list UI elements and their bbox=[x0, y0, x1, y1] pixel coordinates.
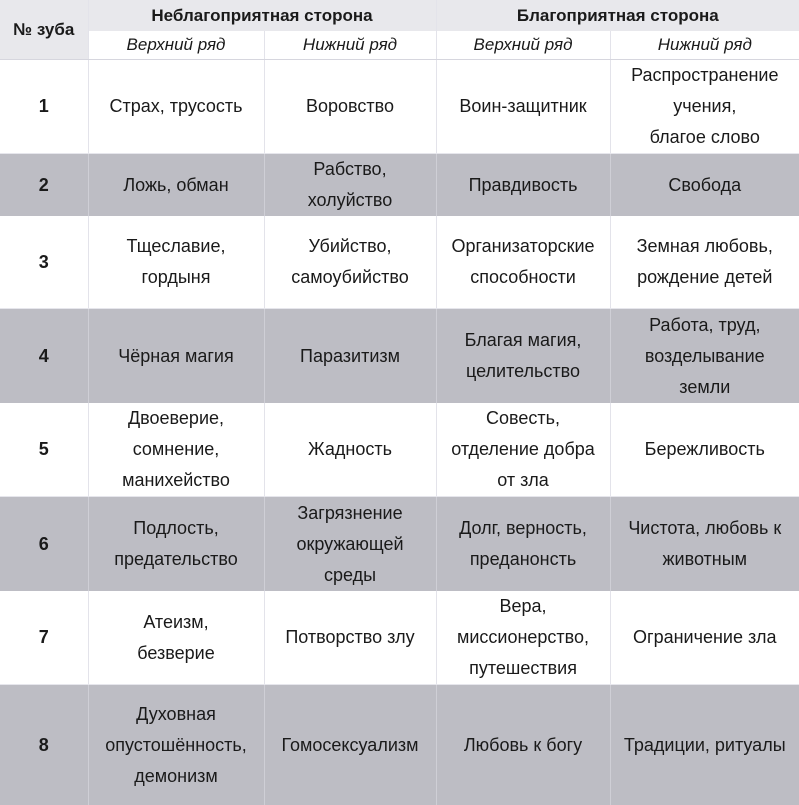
cell-unfavorable-upper: Двоеверие, сомнение, манихейство bbox=[88, 403, 264, 497]
cell-favorable-upper: Организаторские способности bbox=[436, 216, 610, 309]
cell-favorable-lower: Ограничение зла bbox=[610, 591, 799, 685]
header-row-jaws bbox=[0, 31, 799, 60]
cell-favorable-upper: Любовь к богу bbox=[436, 685, 610, 805]
table-row bbox=[0, 216, 799, 309]
cell-unfavorable-upper: Чёрная магия bbox=[88, 309, 264, 404]
cell-favorable-upper: Долг, верность, преданонсть bbox=[436, 497, 610, 592]
cell-favorable-upper: Совесть, отделение добра от зла bbox=[436, 403, 610, 497]
header-tooth-number: № зуба bbox=[0, 0, 88, 60]
cell-unfavorable-upper: Атеизм, безверие bbox=[88, 591, 264, 685]
header-row-sides bbox=[0, 0, 799, 31]
cell-unfavorable-lower: Потворство злу bbox=[264, 591, 436, 685]
cell-favorable-lower: Свобода bbox=[610, 154, 799, 217]
cell-favorable-lower: Распространение учения, благое слово bbox=[610, 60, 799, 154]
cell-unfavorable-lower: Рабство, холуйство bbox=[264, 154, 436, 217]
tooth-number: 4 bbox=[0, 309, 88, 404]
cell-unfavorable-lower: Убийство, самоубийство bbox=[264, 216, 436, 309]
cell-unfavorable-upper: Страх, трусость bbox=[88, 60, 264, 154]
tooth-number: 7 bbox=[0, 591, 88, 685]
table-row bbox=[0, 685, 799, 805]
header-favorable-side: Благоприятная сторона bbox=[436, 0, 799, 31]
table-row bbox=[0, 60, 799, 154]
tooth-number: 1 bbox=[0, 60, 88, 154]
cell-favorable-upper: Воин-защитник bbox=[436, 60, 610, 154]
table-row bbox=[0, 309, 799, 404]
header-unfavorable-side: Неблагоприятная сторона bbox=[88, 0, 436, 31]
table-row bbox=[0, 591, 799, 685]
tooth-number: 6 bbox=[0, 497, 88, 592]
cell-favorable-lower: Чистота, любовь к животным bbox=[610, 497, 799, 592]
header-fav-lower-row: Нижний ряд bbox=[610, 31, 799, 60]
table-row bbox=[0, 403, 799, 497]
cell-unfavorable-upper: Духовная опустошённость, демонизм bbox=[88, 685, 264, 805]
cell-favorable-lower: Традиции, ритуалы bbox=[610, 685, 799, 805]
tooth-number: 5 bbox=[0, 403, 88, 497]
table-row bbox=[0, 154, 799, 217]
tooth-number: 2 bbox=[0, 154, 88, 217]
cell-favorable-lower: Земная любовь, рождение детей bbox=[610, 216, 799, 309]
header-unf-lower-row: Нижний ряд bbox=[264, 31, 436, 60]
cell-unfavorable-lower: Жадность bbox=[264, 403, 436, 497]
cell-favorable-lower: Работа, труд, возделывание земли bbox=[610, 309, 799, 404]
cell-favorable-upper: Благая магия, целительство bbox=[436, 309, 610, 404]
cell-unfavorable-lower: Воровство bbox=[264, 60, 436, 154]
cell-unfavorable-upper: Тщеславие, гордыня bbox=[88, 216, 264, 309]
cell-favorable-lower: Бережливость bbox=[610, 403, 799, 497]
header-fav-upper-row: Верхний ряд bbox=[436, 31, 610, 60]
cell-favorable-upper: Вера, миссионерство, путешествия bbox=[436, 591, 610, 685]
table-row bbox=[0, 497, 799, 592]
tooth-number: 8 bbox=[0, 685, 88, 805]
cell-favorable-upper: Правдивость bbox=[436, 154, 610, 217]
tooth-number: 3 bbox=[0, 216, 88, 309]
cell-unfavorable-lower: Паразитизм bbox=[264, 309, 436, 404]
header-unf-upper-row: Верхний ряд bbox=[88, 31, 264, 60]
cell-unfavorable-upper: Подлость, предательство bbox=[88, 497, 264, 592]
cell-unfavorable-lower: Гомосексуализм bbox=[264, 685, 436, 805]
cell-unfavorable-upper: Ложь, обман bbox=[88, 154, 264, 217]
cell-unfavorable-lower: Загрязнение окружающей среды bbox=[264, 497, 436, 592]
